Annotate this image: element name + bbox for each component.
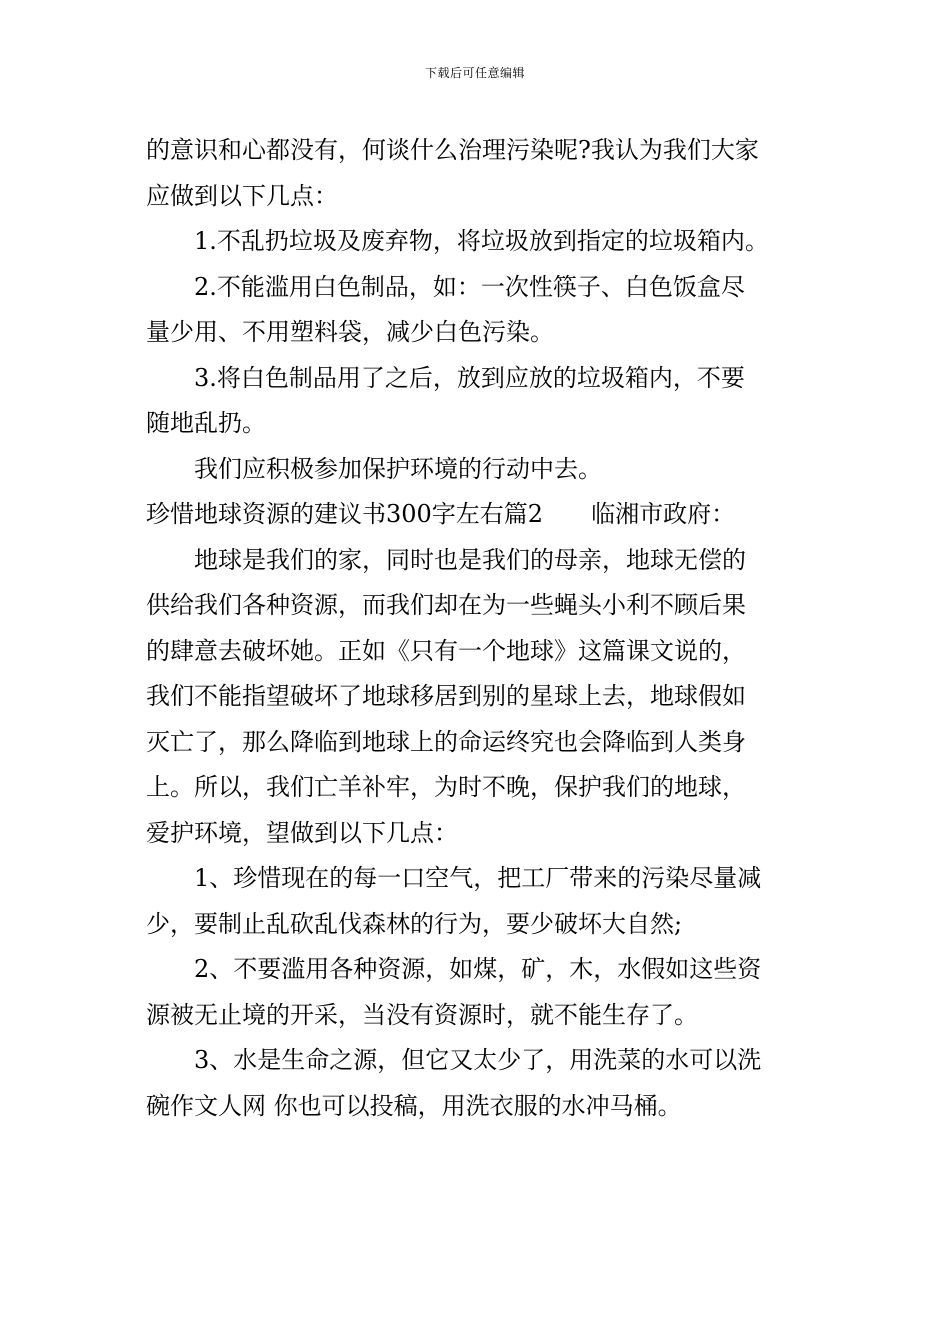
suggestion-3-continued: 碗作文人网 你也可以投稿，用洗衣服的水冲马桶。	[146, 1091, 682, 1120]
paragraph-line: 供给我们各种资源，而我们却在为一些蝇头小利不顾后果	[146, 591, 746, 619]
list-item-3-continued: 随地乱扔。	[146, 409, 266, 437]
list-item-2-continued: 量少用、不用塑料袋，减少白色污染。	[146, 318, 554, 346]
suggestion-1: 1、珍惜现在的每一口空气，把工厂带来的污染尽量减	[194, 864, 762, 892]
list-item-3: 3.将白色制品用了之后，放到应放的垃圾箱内，不要	[194, 363, 745, 392]
section-title: 珍惜地球资源的建议书300字左右篇2	[146, 500, 544, 528]
closing-sentence: 我们应积极参加保护环境的行动中去。	[194, 454, 602, 483]
document-body	[146, 128, 810, 1129]
letter-recipient: 临湘市政府：	[591, 500, 736, 528]
suggestion-1-continued: 少，要制止乱砍乱伐森林的行为，要少破坏大自然;	[146, 909, 683, 938]
section-heading	[146, 492, 810, 538]
suggestion-2-continued: 源被无止境的开采，当没有资源时，就不能生存了。	[146, 1000, 698, 1029]
paragraph-line: 灭亡了，那么降临到地球上的命运终究也会降临到人类身	[146, 727, 746, 756]
paragraph-line: 的肆意去破坏她。正如《只有一个地球》这篇课文说的，	[146, 636, 746, 665]
suggestion-2: 2、不要滥用各种资源，如煤，矿，木，水假如这些资	[194, 955, 762, 983]
list-item-2: 2.不能滥用白色制品，如：一次性筷子、白色饭盒尽	[194, 272, 745, 301]
paragraph-line: 地球是我们的家，同时也是我们的母亲，地球无偿的	[194, 545, 746, 574]
paragraph-line: 爱护环境，望做到以下几点：	[146, 818, 458, 847]
suggestion-3: 3、水是生命之源，但它又太少了，用洗菜的水可以洗	[194, 1046, 762, 1074]
page-header: 下载后可任意编辑	[424, 66, 525, 80]
paragraph-line: 我们不能指望破坏了地球移居到别的星球上去，地球假如	[146, 682, 746, 710]
paragraph-line: 应做到以下几点：	[146, 181, 338, 210]
list-item-1: 1.不乱扔垃圾及废弃物，将垃圾放到指定的垃圾箱内。	[194, 227, 769, 255]
paragraph-line: 的意识和心都没有，何谈什么治理污染呢?我认为我们大家	[146, 136, 759, 164]
paragraph-line: 上。所以，我们亡羊补牢，为时不晚，保护我们的地球，	[146, 773, 746, 801]
